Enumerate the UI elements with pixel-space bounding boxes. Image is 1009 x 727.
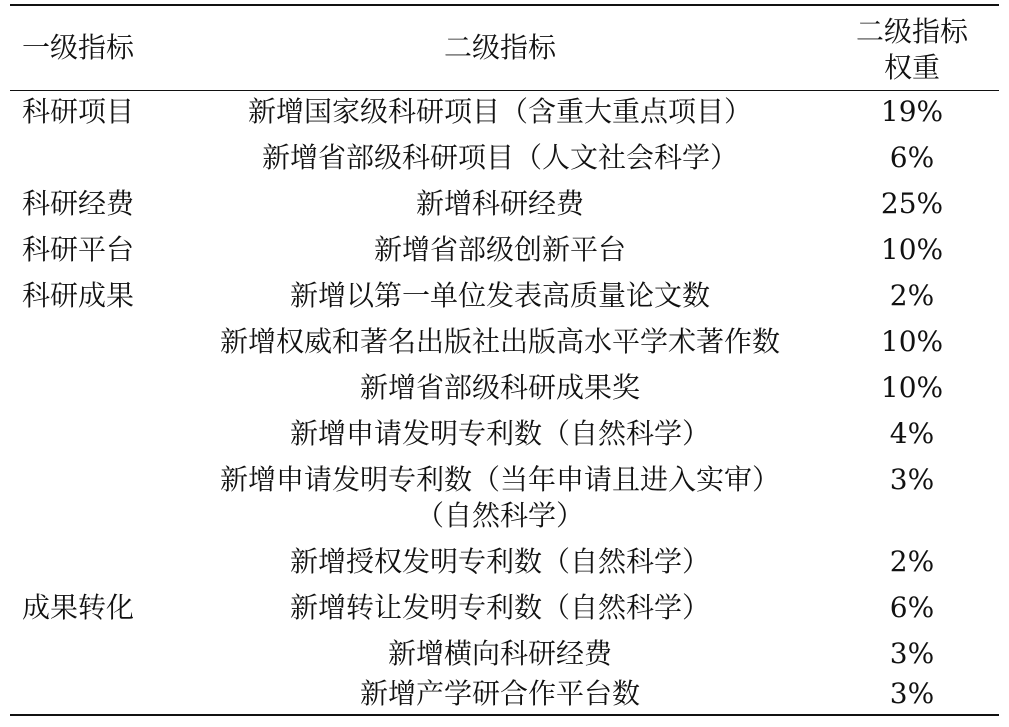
- row-weight: 2%: [889, 545, 935, 578]
- row-indicator: 新增国家级科研项目（含重大重点项目）: [247, 95, 752, 128]
- row-indicator: 新增以第一单位发表高质量论文数: [289, 279, 710, 312]
- row-category: 科研成果: [22, 279, 135, 312]
- row-category: 科研经费: [22, 187, 135, 220]
- table-bottom-rule: [10, 714, 999, 716]
- header-weight: [842, 14, 982, 86]
- row-category: 科研项目: [22, 95, 135, 128]
- row-weight: 10%: [880, 371, 944, 404]
- row-category: 科研平台: [22, 233, 135, 266]
- row-indicator: 新增申请发明专利数（自然科学）: [289, 417, 710, 450]
- row-indicator: 新增省部级科研项目（人文社会科学）: [261, 141, 738, 174]
- row-weight: 3%: [889, 637, 935, 670]
- row-weight: 6%: [889, 591, 935, 624]
- row-indicator: 新增权威和著名出版社出版高水平学术著作数: [219, 325, 780, 358]
- row-weight: 3%: [889, 677, 935, 710]
- row-indicator: 新增产学研合作平台数: [359, 677, 640, 710]
- row-weight: 25%: [880, 187, 944, 220]
- row-weight: 10%: [880, 233, 944, 266]
- indicator-table: [10, 4, 999, 720]
- header-rule: [10, 90, 999, 91]
- row-category: 成果转化: [22, 591, 135, 624]
- row-weight: 3%: [889, 463, 935, 496]
- row-indicator: 新增横向科研经费: [387, 637, 612, 670]
- row-indicator: [160, 462, 840, 534]
- row-indicator-line1: 新增申请发明专利数（当年申请且进入实审）: [219, 463, 780, 496]
- row-indicator: 新增转让发明专利数（自然科学）: [289, 591, 710, 624]
- row-weight: 4%: [889, 417, 935, 450]
- row-indicator: 新增省部级科研成果奖: [359, 371, 640, 404]
- table-top-rule: [10, 4, 999, 6]
- row-indicator: 新增授权发明专利数（自然科学）: [289, 545, 710, 578]
- row-indicator: 新增科研经费: [415, 187, 584, 220]
- row-indicator-line2: （自然科学）: [415, 499, 584, 532]
- row-weight: 19%: [880, 95, 944, 128]
- row-weight: 6%: [889, 141, 935, 174]
- row-weight: 2%: [889, 279, 935, 312]
- header-level1: 一级指标: [22, 31, 135, 64]
- header-level2: 二级指标: [443, 31, 556, 64]
- header-weight-line1: 二级指标: [855, 15, 968, 48]
- row-weight: 10%: [880, 325, 944, 358]
- row-indicator: 新增省部级创新平台: [373, 233, 626, 266]
- header-weight-line2: 权重: [883, 51, 940, 84]
